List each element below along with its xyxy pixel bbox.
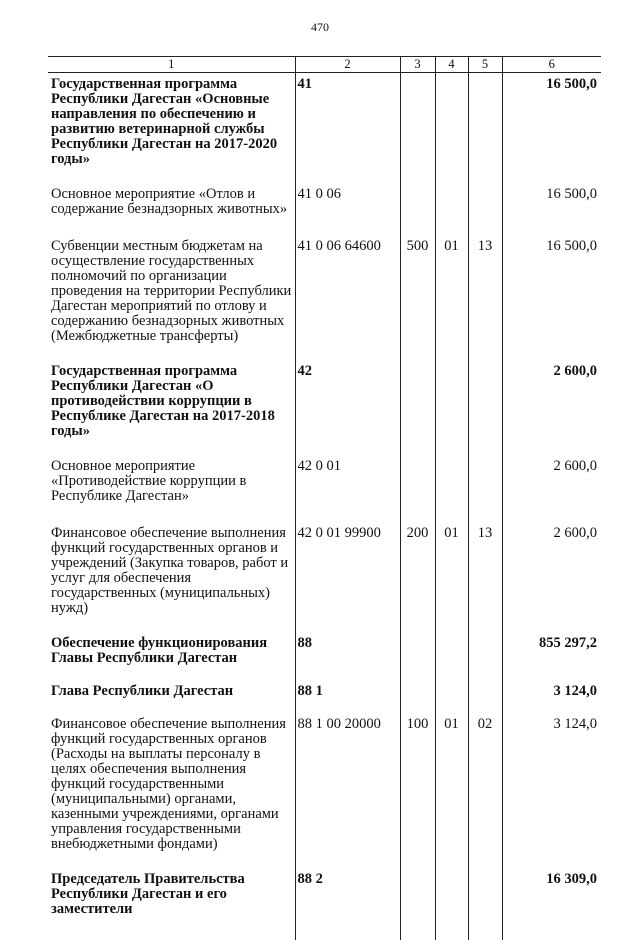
row-subsection xyxy=(468,680,502,713)
column-header: 2 xyxy=(295,57,400,73)
column-header: 5 xyxy=(468,57,502,73)
row-section: 01 xyxy=(435,235,468,360)
row-code: 88 1 xyxy=(295,680,400,713)
table-row xyxy=(48,235,601,360)
table-row xyxy=(48,73,601,184)
row-amount: 3 124,0 xyxy=(502,713,601,868)
row-expense-type xyxy=(400,73,435,184)
row-section xyxy=(435,868,468,940)
table-row xyxy=(48,713,601,868)
row-subsection xyxy=(468,183,502,235)
column-header: 1 xyxy=(48,57,295,73)
column-header: 6 xyxy=(502,57,601,73)
row-section xyxy=(435,632,468,680)
row-name: Государственная программа Республики Дагестан «О противодействии коррупции в Республике Дагестан на 2017-2018 годы» xyxy=(51,363,275,439)
row-amount: 16 500,0 xyxy=(502,235,601,360)
table-row xyxy=(48,632,601,680)
budget-table xyxy=(48,56,601,940)
row-amount: 2 600,0 xyxy=(502,522,601,632)
row-amount: 16 309,0 xyxy=(502,868,601,940)
row-code: 42 0 01 xyxy=(295,455,400,522)
page-number: 470 xyxy=(311,20,329,34)
row-subsection xyxy=(468,632,502,680)
row-name: Субвенции местным бюджетам на осуществление государственных полномочий по организации проведения на территории Республики Дагестан мероприятий по отлову и содержанию безнадзорных животных (Межбюджетные трансферты) xyxy=(51,238,292,344)
row-name: Глава Республики Дагестан xyxy=(51,683,234,699)
table-row xyxy=(48,522,601,632)
row-subsection xyxy=(468,455,502,522)
row-amount: 855 297,2 xyxy=(502,632,601,680)
row-section xyxy=(435,73,468,184)
row-name: Обеспечение функционирования Главы Республики Дагестан xyxy=(51,635,268,666)
row-section: 01 xyxy=(435,713,468,868)
row-section xyxy=(435,680,468,713)
row-expense-type xyxy=(400,455,435,522)
row-name: Финансовое обеспечение выполнения функций государственных органов и учреждений (Закупка товаров, работ и услуг для обеспечения государственных (муниципальных) нужд) xyxy=(51,525,289,616)
row-code: 88 2 xyxy=(295,868,400,940)
row-amount: 3 124,0 xyxy=(502,680,601,713)
row-section xyxy=(435,455,468,522)
row-amount: 16 500,0 xyxy=(502,73,601,184)
row-expense-type xyxy=(400,632,435,680)
header-row xyxy=(48,57,601,73)
column-header: 3 xyxy=(400,57,435,73)
table-row xyxy=(48,455,601,522)
row-name: Финансовое обеспечение выполнения функций государственных органов (Расходы на выплаты персоналу в целях обеспечения выполнения функций государственными (муниципальными) органами, казенными учреждениями, органами управления государственными внебюджетными фондами) xyxy=(51,716,286,852)
row-code: 42 xyxy=(295,360,400,455)
row-name: Основное мероприятие «Отлов и содержание безнадзорных животных» xyxy=(51,186,288,217)
row-code: 41 0 06 64600 xyxy=(295,235,400,360)
row-section xyxy=(435,360,468,455)
row-subsection: 13 xyxy=(468,235,502,360)
row-expense-type: 200 xyxy=(400,522,435,632)
row-expense-type xyxy=(400,360,435,455)
row-name: Государственная программа Республики Дагестан «Основные направления по обеспечению и развитию ветеринарной службы Республики Дагестан на 2017-2020 годы» xyxy=(51,76,278,167)
row-code: 42 0 01 99900 xyxy=(295,522,400,632)
row-code: 88 1 00 20000 xyxy=(295,713,400,868)
row-subsection: 13 xyxy=(468,522,502,632)
row-subsection xyxy=(468,360,502,455)
row-amount: 16 500,0 xyxy=(502,183,601,235)
row-code: 41 0 06 xyxy=(295,183,400,235)
row-expense-type: 500 xyxy=(400,235,435,360)
row-name: Основное мероприятие «Противодействие коррупции в Республике Дагестан» xyxy=(51,458,247,504)
row-expense-type xyxy=(400,680,435,713)
row-expense-type xyxy=(400,183,435,235)
row-code: 41 xyxy=(295,73,400,184)
column-header: 4 xyxy=(435,57,468,73)
row-section: 01 xyxy=(435,522,468,632)
row-expense-type: 100 xyxy=(400,713,435,868)
row-subsection xyxy=(468,73,502,184)
table-row xyxy=(48,868,601,940)
row-amount: 2 600,0 xyxy=(502,360,601,455)
row-subsection xyxy=(468,868,502,940)
row-amount: 2 600,0 xyxy=(502,455,601,522)
table-row xyxy=(48,360,601,455)
row-expense-type xyxy=(400,868,435,940)
table-row xyxy=(48,680,601,713)
table-row xyxy=(48,183,601,235)
row-section xyxy=(435,183,468,235)
row-name: Председатель Правительства Республики Дагестан и его заместители xyxy=(51,871,245,917)
row-code: 88 xyxy=(295,632,400,680)
row-subsection: 02 xyxy=(468,713,502,868)
